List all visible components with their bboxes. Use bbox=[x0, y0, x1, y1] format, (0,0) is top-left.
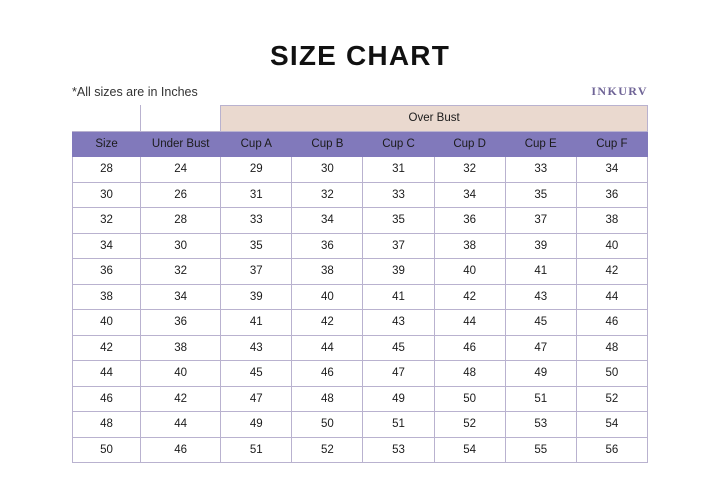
cell-cup-a: 45 bbox=[221, 361, 292, 387]
cell-cup-f: 48 bbox=[576, 335, 647, 361]
brand-logo: INKURV bbox=[591, 84, 648, 98]
cell-cup-f: 50 bbox=[576, 361, 647, 387]
cell-under-bust: 44 bbox=[141, 412, 221, 438]
table-row bbox=[73, 437, 648, 463]
cell-size: 48 bbox=[73, 412, 141, 438]
cell-cup-e: 47 bbox=[505, 335, 576, 361]
cell-cup-c: 31 bbox=[363, 157, 434, 183]
column-header-cup-a: Cup A bbox=[221, 131, 292, 157]
cell-size: 32 bbox=[73, 208, 141, 234]
cell-size: 34 bbox=[73, 233, 141, 259]
table-row bbox=[73, 208, 648, 234]
cell-size: 36 bbox=[73, 259, 141, 285]
cell-cup-e: 39 bbox=[505, 233, 576, 259]
cell-cup-a: 41 bbox=[221, 310, 292, 336]
cell-cup-c: 47 bbox=[363, 361, 434, 387]
cell-cup-d: 38 bbox=[434, 233, 505, 259]
cell-under-bust: 26 bbox=[141, 182, 221, 208]
cell-size: 38 bbox=[73, 284, 141, 310]
cell-size: 44 bbox=[73, 361, 141, 387]
cell-under-bust: 36 bbox=[141, 310, 221, 336]
cell-cup-e: 43 bbox=[505, 284, 576, 310]
page-title: SIZE CHART bbox=[270, 40, 450, 71]
cell-cup-d: 34 bbox=[434, 182, 505, 208]
spacer-cell-underbust bbox=[141, 106, 221, 132]
cell-cup-f: 38 bbox=[576, 208, 647, 234]
cell-cup-c: 41 bbox=[363, 284, 434, 310]
column-header-cup-c: Cup C bbox=[363, 131, 434, 157]
cell-cup-a: 33 bbox=[221, 208, 292, 234]
cell-cup-d: 32 bbox=[434, 157, 505, 183]
cell-cup-d: 52 bbox=[434, 412, 505, 438]
cell-under-bust: 40 bbox=[141, 361, 221, 387]
cell-cup-b: 40 bbox=[292, 284, 363, 310]
cell-cup-a: 51 bbox=[221, 437, 292, 463]
table-row bbox=[73, 412, 648, 438]
cell-cup-c: 49 bbox=[363, 386, 434, 412]
cell-cup-d: 36 bbox=[434, 208, 505, 234]
table-row bbox=[73, 182, 648, 208]
cell-cup-e: 37 bbox=[505, 208, 576, 234]
cell-cup-f: 36 bbox=[576, 182, 647, 208]
cell-cup-a: 35 bbox=[221, 233, 292, 259]
cell-size: 42 bbox=[73, 335, 141, 361]
column-header-cup-d: Cup D bbox=[434, 131, 505, 157]
cell-cup-e: 35 bbox=[505, 182, 576, 208]
cell-cup-b: 34 bbox=[292, 208, 363, 234]
cell-under-bust: 28 bbox=[141, 208, 221, 234]
table-row bbox=[73, 259, 648, 285]
cell-cup-f: 54 bbox=[576, 412, 647, 438]
cell-under-bust: 32 bbox=[141, 259, 221, 285]
cell-cup-d: 48 bbox=[434, 361, 505, 387]
cell-cup-a: 47 bbox=[221, 386, 292, 412]
cell-cup-d: 44 bbox=[434, 310, 505, 336]
cell-size: 46 bbox=[73, 386, 141, 412]
cell-under-bust: 30 bbox=[141, 233, 221, 259]
cell-cup-b: 36 bbox=[292, 233, 363, 259]
cell-cup-d: 46 bbox=[434, 335, 505, 361]
column-header-under-bust: Under Bust bbox=[141, 131, 221, 157]
column-header-cup-f: Cup F bbox=[576, 131, 647, 157]
cell-cup-c: 53 bbox=[363, 437, 434, 463]
cell-cup-b: 44 bbox=[292, 335, 363, 361]
column-header-row bbox=[73, 131, 648, 157]
column-header-size: Size bbox=[73, 131, 141, 157]
cell-cup-c: 39 bbox=[363, 259, 434, 285]
spacer-cell-size bbox=[73, 106, 141, 132]
table-row bbox=[73, 157, 648, 183]
cell-cup-c: 37 bbox=[363, 233, 434, 259]
cell-cup-b: 48 bbox=[292, 386, 363, 412]
cell-cup-e: 33 bbox=[505, 157, 576, 183]
column-header-cup-b: Cup B bbox=[292, 131, 363, 157]
group-header-row bbox=[73, 106, 648, 132]
cell-cup-e: 49 bbox=[505, 361, 576, 387]
column-header-cup-e: Cup E bbox=[505, 131, 576, 157]
cell-cup-f: 52 bbox=[576, 386, 647, 412]
cell-cup-f: 40 bbox=[576, 233, 647, 259]
cell-cup-b: 32 bbox=[292, 182, 363, 208]
cell-cup-e: 51 bbox=[505, 386, 576, 412]
subheader-row bbox=[0, 72, 720, 105]
cell-cup-f: 34 bbox=[576, 157, 647, 183]
cell-cup-a: 29 bbox=[221, 157, 292, 183]
table-head bbox=[73, 106, 648, 157]
units-note: *All sizes are in Inches bbox=[72, 85, 198, 99]
cell-cup-c: 43 bbox=[363, 310, 434, 336]
cell-cup-b: 42 bbox=[292, 310, 363, 336]
cell-under-bust: 42 bbox=[141, 386, 221, 412]
cell-cup-f: 44 bbox=[576, 284, 647, 310]
cell-cup-d: 40 bbox=[434, 259, 505, 285]
table-row bbox=[73, 284, 648, 310]
group-header-overbust: Over Bust bbox=[221, 106, 648, 132]
table-row bbox=[73, 386, 648, 412]
cell-cup-d: 42 bbox=[434, 284, 505, 310]
cell-cup-e: 55 bbox=[505, 437, 576, 463]
cell-cup-c: 51 bbox=[363, 412, 434, 438]
cell-cup-c: 35 bbox=[363, 208, 434, 234]
table-row bbox=[73, 335, 648, 361]
cell-size: 40 bbox=[73, 310, 141, 336]
table-row bbox=[73, 233, 648, 259]
table-body bbox=[73, 157, 648, 463]
cell-cup-a: 49 bbox=[221, 412, 292, 438]
cell-cup-e: 41 bbox=[505, 259, 576, 285]
cell-cup-b: 38 bbox=[292, 259, 363, 285]
cell-size: 28 bbox=[73, 157, 141, 183]
cell-cup-b: 50 bbox=[292, 412, 363, 438]
table-row bbox=[73, 310, 648, 336]
cell-cup-b: 52 bbox=[292, 437, 363, 463]
cell-under-bust: 38 bbox=[141, 335, 221, 361]
cell-cup-a: 37 bbox=[221, 259, 292, 285]
table-row bbox=[73, 361, 648, 387]
cell-cup-d: 50 bbox=[434, 386, 505, 412]
cell-cup-e: 53 bbox=[505, 412, 576, 438]
cell-cup-f: 46 bbox=[576, 310, 647, 336]
cell-cup-f: 56 bbox=[576, 437, 647, 463]
cell-cup-a: 31 bbox=[221, 182, 292, 208]
cell-under-bust: 34 bbox=[141, 284, 221, 310]
cell-cup-d: 54 bbox=[434, 437, 505, 463]
cell-cup-a: 39 bbox=[221, 284, 292, 310]
cell-cup-c: 33 bbox=[363, 182, 434, 208]
size-chart-table bbox=[72, 105, 648, 463]
cell-size: 30 bbox=[73, 182, 141, 208]
cell-size: 50 bbox=[73, 437, 141, 463]
cell-under-bust: 24 bbox=[141, 157, 221, 183]
cell-cup-b: 30 bbox=[292, 157, 363, 183]
cell-cup-b: 46 bbox=[292, 361, 363, 387]
cell-cup-a: 43 bbox=[221, 335, 292, 361]
cell-cup-e: 45 bbox=[505, 310, 576, 336]
cell-cup-c: 45 bbox=[363, 335, 434, 361]
cell-under-bust: 46 bbox=[141, 437, 221, 463]
cell-cup-f: 42 bbox=[576, 259, 647, 285]
